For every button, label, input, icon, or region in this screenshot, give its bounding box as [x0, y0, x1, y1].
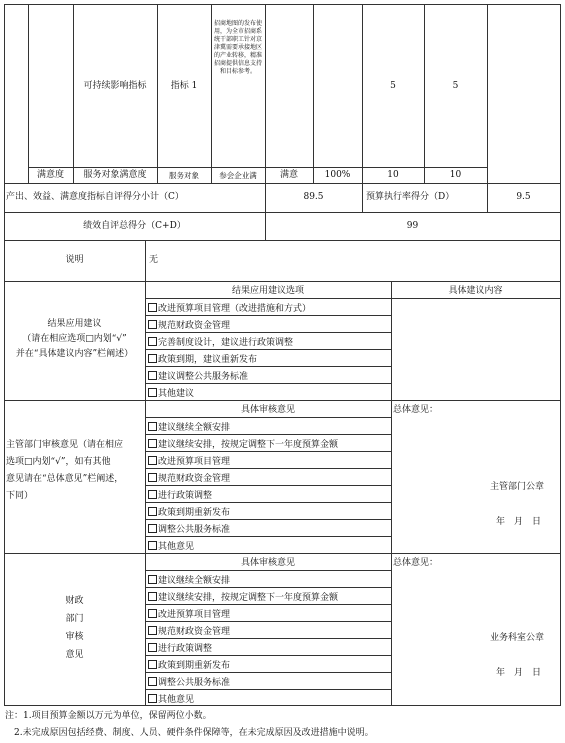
budget-rate-label: 预算执行率得分（D）: [366, 192, 455, 202]
checkbox-icon[interactable]: [148, 677, 157, 686]
indicator-weight: 5: [390, 81, 396, 91]
finance-option[interactable]: 进行政策调整: [148, 643, 212, 655]
checkbox-icon[interactable]: [148, 388, 157, 397]
apply-option[interactable]: 其他建议: [148, 388, 194, 400]
total-score-label: 绩效自评总得分（C+D）: [83, 221, 186, 231]
satisfaction-weight: 10: [387, 170, 399, 180]
dept-option[interactable]: 规范财政资金管理: [148, 473, 230, 485]
finance-option[interactable]: 改进预算项目管理: [148, 609, 230, 621]
checkbox-icon[interactable]: [148, 456, 157, 465]
apply-option[interactable]: 规范财政资金管理: [148, 320, 230, 332]
apply-content-header: 具体建议内容: [448, 286, 503, 296]
subtotal-label: 产出、效益、满意度指标自评得分小计（C）: [6, 192, 184, 202]
apply-option[interactable]: 改进预算项目管理（改进措施和方式）: [148, 303, 311, 315]
checkbox-icon[interactable]: [148, 439, 157, 448]
finance-option[interactable]: 调整公共服务标准: [148, 677, 230, 689]
finance-label-line: 审核: [65, 632, 84, 642]
indicator-description: 招商地图的发布使用，为全市招商系统干部职工针对京津冀需要承接地区的产业转移，精准招商提供信息支持和目标参考。: [213, 20, 262, 75]
finance-option[interactable]: 政策到期重新发布: [148, 660, 230, 672]
finance-label-line: 意见: [65, 650, 84, 660]
checkbox-icon[interactable]: [148, 507, 157, 516]
indicator-name: 可持续影响指标: [83, 81, 147, 91]
checkbox-icon[interactable]: [148, 609, 157, 618]
satisfaction-standard: 满意: [279, 170, 298, 180]
satisfaction-desc: 参会企业满: [219, 171, 257, 180]
checkbox-icon[interactable]: [148, 643, 157, 652]
dept-option[interactable]: 进行政策调整: [148, 490, 212, 502]
checkbox-icon[interactable]: [148, 303, 157, 312]
apply-label-line: 结果应用建议: [47, 319, 102, 329]
dept-header: 具体审核意见: [240, 405, 295, 415]
checkbox-icon[interactable]: [148, 541, 157, 550]
dept-label-line: 主管部门审核意见（请在相应: [6, 440, 124, 450]
checkbox-icon[interactable]: [148, 592, 157, 601]
satisfaction-actual: 100%: [324, 170, 351, 180]
indicator-id: 指标 1: [170, 81, 198, 91]
dept-overall-label: 总体意见：: [393, 405, 439, 415]
dept-option[interactable]: 建议继续全额安排: [148, 422, 230, 434]
dept-seal: 主管部门公章: [490, 482, 545, 492]
finance-header: 具体审核意见: [240, 558, 295, 568]
finance-option[interactable]: 建议继续安排，按规定调整下一年度预算金额: [148, 592, 338, 604]
footnote: 注：1.项目预算金额以万元为单位，保留两位小数。: [5, 711, 212, 721]
dept-date: 年 月 日: [496, 517, 542, 527]
apply-label-line: （请在相应选项□内划“√”: [22, 334, 127, 344]
finance-seal: 业务科室公章: [490, 633, 545, 643]
finance-date: 年 月 日: [496, 668, 542, 678]
subtotal-value: 89.5: [303, 192, 324, 202]
apply-option[interactable]: 政策到期，建议重新发布: [148, 354, 257, 366]
checkbox-icon[interactable]: [148, 337, 157, 346]
checkbox-icon[interactable]: [148, 320, 157, 329]
notes-value: 无: [149, 255, 159, 265]
dept-option[interactable]: 政策到期重新发布: [148, 507, 230, 519]
finance-label-line: 财政: [65, 596, 84, 606]
dept-option[interactable]: 改进预算项目管理: [148, 456, 230, 468]
dept-label-line: 意见请在“总体意见”栏阐述，: [6, 474, 124, 484]
dept-option[interactable]: 建议继续安排，按规定调整下一年度预算金额: [148, 439, 338, 451]
checkbox-icon[interactable]: [148, 626, 157, 635]
dept-label-line: 下同）: [6, 491, 34, 501]
apply-option[interactable]: 完善制度设计，建议进行政策调整: [148, 337, 293, 349]
apply-options-header: 结果应用建议选项: [231, 286, 304, 296]
satisfaction-subcategory: 服务对象满意度: [83, 170, 147, 180]
apply-label-line: 并在“具体建议内容”栏阐述）: [15, 349, 134, 359]
checkbox-icon[interactable]: [148, 575, 157, 584]
finance-option[interactable]: 规范财政资金管理: [148, 626, 230, 638]
checkbox-icon[interactable]: [148, 354, 157, 363]
dept-option[interactable]: 其他意见: [148, 541, 194, 553]
checkbox-icon[interactable]: [148, 490, 157, 499]
dept-option[interactable]: 调整公共服务标准: [148, 524, 230, 536]
total-score-value: 99: [406, 221, 419, 231]
footnote: 2.未完成原因包括经费、制度、人员、硬件条件保障等，在未完成原因及改进措施中说明。: [5, 728, 374, 738]
finance-label-line: 部门: [65, 614, 84, 624]
checkbox-icon[interactable]: [148, 694, 157, 703]
satisfaction-score: 10: [449, 170, 462, 180]
finance-option[interactable]: 建议继续全额安排: [148, 575, 230, 587]
budget-rate-value: 9.5: [516, 192, 531, 202]
finance-option[interactable]: 其他意见: [148, 694, 194, 706]
checkbox-icon[interactable]: [148, 473, 157, 482]
checkbox-icon[interactable]: [148, 422, 157, 431]
checkbox-icon[interactable]: [148, 371, 157, 380]
indicator-score: 5: [452, 81, 459, 91]
satisfaction-indicator: 服务对象: [169, 171, 199, 180]
dept-label-line: 选项□内划“√”，如有其他: [6, 457, 111, 467]
satisfaction-category: 满意度: [36, 170, 64, 180]
checkbox-icon[interactable]: [148, 524, 157, 533]
apply-option[interactable]: 建议调整公共服务标准: [148, 371, 248, 383]
checkbox-icon[interactable]: [148, 660, 157, 669]
finance-overall-label: 总体意见：: [393, 558, 439, 568]
notes-label: 说明: [65, 255, 84, 265]
